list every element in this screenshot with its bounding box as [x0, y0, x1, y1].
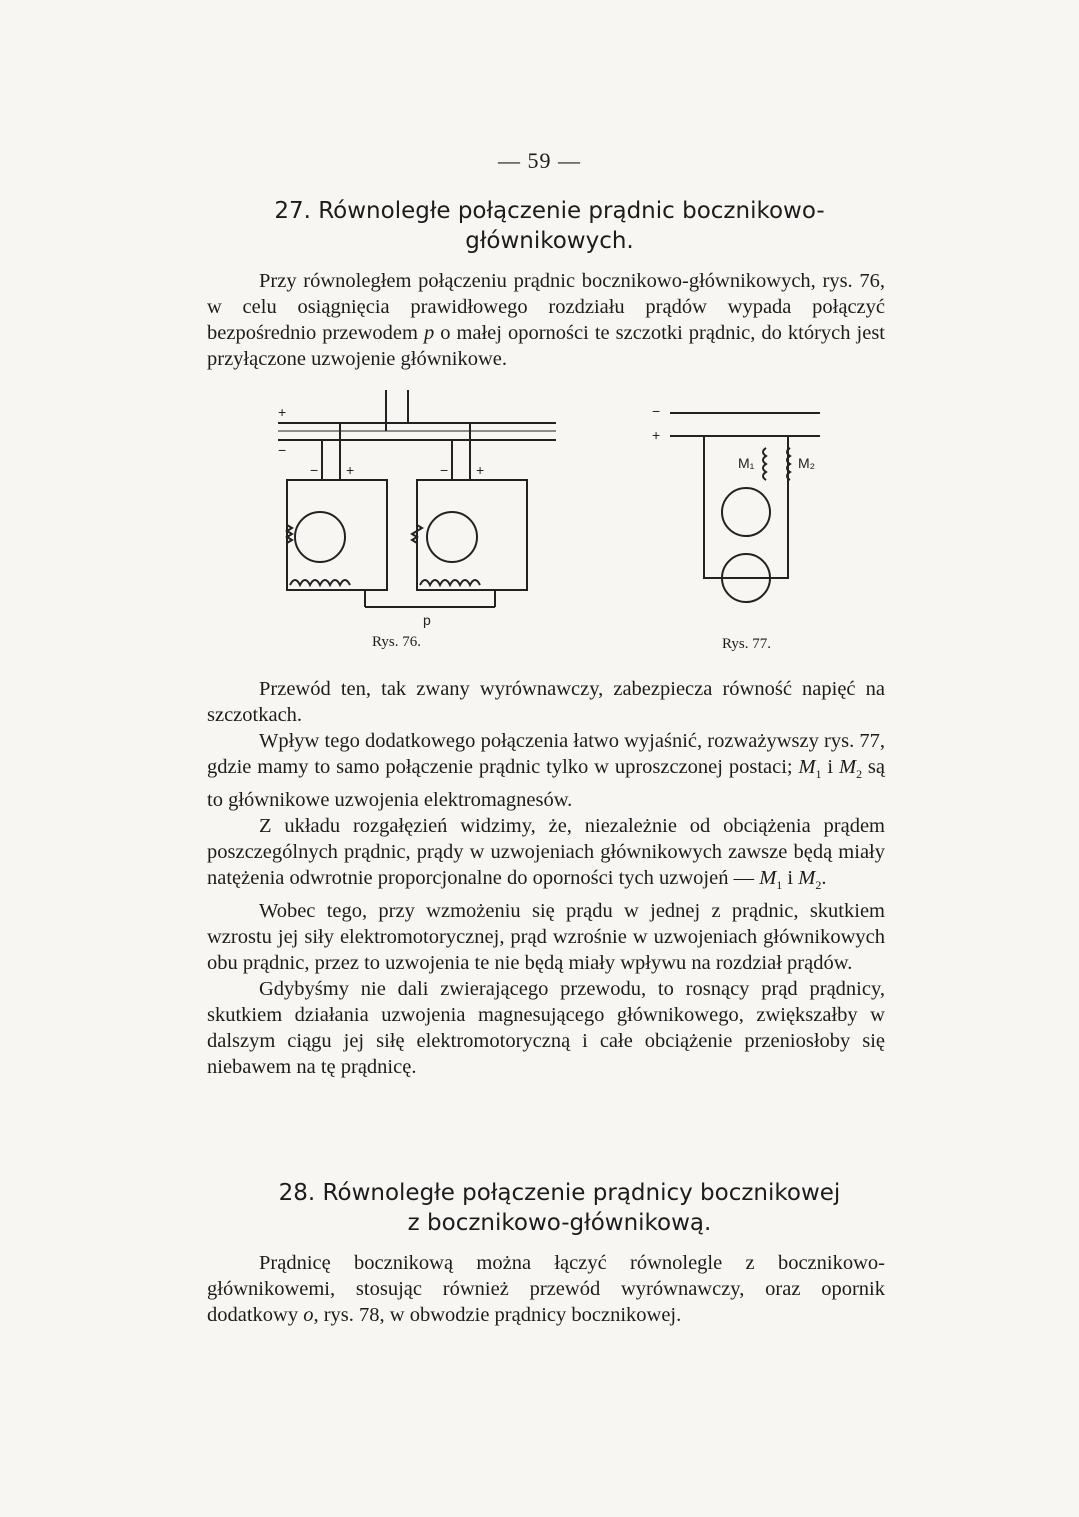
label-plus: +: [652, 427, 661, 443]
text: Prądnicę bocznikową można łączyć równolegle z bocznikowo-głównikowemi, stosując również przewód wyrównawczy, oraz opornik dodatkowy: [207, 1252, 885, 1326]
symbol-m: M: [798, 867, 816, 890]
text: , rys. 78, w obwodzie prądnicy bocznikowej.: [313, 1304, 682, 1326]
text: i: [821, 756, 839, 778]
text: Z układu rozgałęzień widzimy, że, niezależnie od obciążenia prądem poszczególnych prądnic, prądy w uzwojeniach głównikowych zawsze będą miały natężenia odwrotnie proporcjonalne do oporności tych uzwojeń —: [207, 815, 885, 890]
armature-left: [295, 512, 345, 562]
paragraph: Przewód ten, tak zwany wyrównawczy, zabezpiecza równość napięć na szczotkach.: [207, 678, 885, 726]
figure-76-diagram: [270, 385, 570, 645]
circuit-loop-left: [287, 480, 387, 590]
label-minus: −: [652, 403, 661, 419]
label-plus: +: [278, 404, 287, 420]
paragraph: [207, 728, 885, 813]
armature-right: [427, 512, 477, 562]
text: Wpływ tego dodatkowego połączenia łatwo wyjaśnić, rozważywszy rys. 77, gdzie mamy to samo połączenie prądnic tylko w uproszczonej postaci;: [207, 730, 885, 778]
armature-1: [722, 488, 770, 536]
series-coil-right: [420, 580, 480, 585]
subscript: 1: [815, 767, 822, 782]
subscript: 2: [856, 767, 863, 782]
paragraph: Gdybyśmy nie dali zwierającego przewodu, to rosnący prąd prądnicy, skutkiem działania uzwojenia magnesującego głównikowego, zwiększałby w dalszym ciągu jej siłę elektromotoryczną i całe obciążenie przeniosłoby się niebawem na tę prądnicę.: [207, 978, 885, 1079]
section-28-heading-line2: z bocznikowo-głównikową.: [407, 1210, 712, 1236]
label-minus: −: [278, 442, 287, 458]
label-m1: M₁: [738, 455, 755, 471]
section-28-heading: [0, 1178, 1079, 1238]
section-27-heading-line1: 27. Równoległe połączenie prądnic bocznikowo-: [274, 198, 825, 224]
text: Przy równoległem połączeniu prądnic bocznikowo-głównikowych, rys. 76, w celu osiągnięcia prawidłowego rozdziału prądów wypada połączyć bezpośrednio przewodem: [207, 270, 885, 344]
section-27-body: [207, 676, 885, 1080]
subscript: 2: [815, 878, 822, 893]
section-28-heading-line1: 28. Równoległe połączenie prądnicy bocznikowej: [278, 1180, 841, 1206]
label-m2: M₂: [798, 455, 816, 471]
paragraph: Wobec tego, przy wzmożeniu się prądu w jednej z prądnic, skutkiem wzrostu jej siły elektromotorycznej, prąd wzrośnie w uzwojeniach głównikowych obu prądnic, przez to uzwojenia te nie będą miały wpływu na rozdział prądów.: [207, 900, 885, 975]
label-brush-minus-left: −: [310, 462, 319, 478]
text: .: [821, 867, 827, 890]
symbol-m: M: [798, 756, 816, 778]
label-brush-minus-right: −: [440, 462, 449, 478]
symbol-p: p: [423, 322, 435, 344]
text: są to głównikowe uzwojenia elektromagnesów.: [207, 756, 886, 812]
paragraph: [207, 1250, 885, 1328]
label-brush-plus-right: +: [476, 462, 485, 478]
subscript: 1: [776, 878, 783, 893]
symbol-m: M: [759, 867, 777, 890]
text: o małej oporności te szczotki prądnic, do których jest przyłączone uzwojenie głównikowe.: [207, 322, 886, 370]
series-coil-left: [290, 580, 350, 585]
label-p: p: [423, 612, 431, 628]
section-27-heading: [0, 196, 1079, 256]
figure-76-caption: Rys. 76.: [372, 634, 421, 650]
paragraph: [207, 268, 885, 372]
section-28-body: [207, 1250, 885, 1328]
paragraph: [207, 813, 885, 898]
text: i: [782, 867, 799, 890]
symbol-m: M: [838, 756, 857, 778]
page-number: — 59 —: [498, 148, 581, 173]
figure-77-caption: Rys. 77.: [722, 636, 771, 652]
section-27-heading-line2: głównikowych.: [465, 228, 634, 254]
section-27-intro: [207, 268, 885, 372]
figure-77-diagram: [648, 398, 828, 616]
label-brush-plus-left: +: [346, 462, 355, 478]
symbol-o: o: [303, 1304, 314, 1326]
circuit-loop-right: [417, 480, 527, 590]
series-coil-m1: [763, 448, 766, 480]
